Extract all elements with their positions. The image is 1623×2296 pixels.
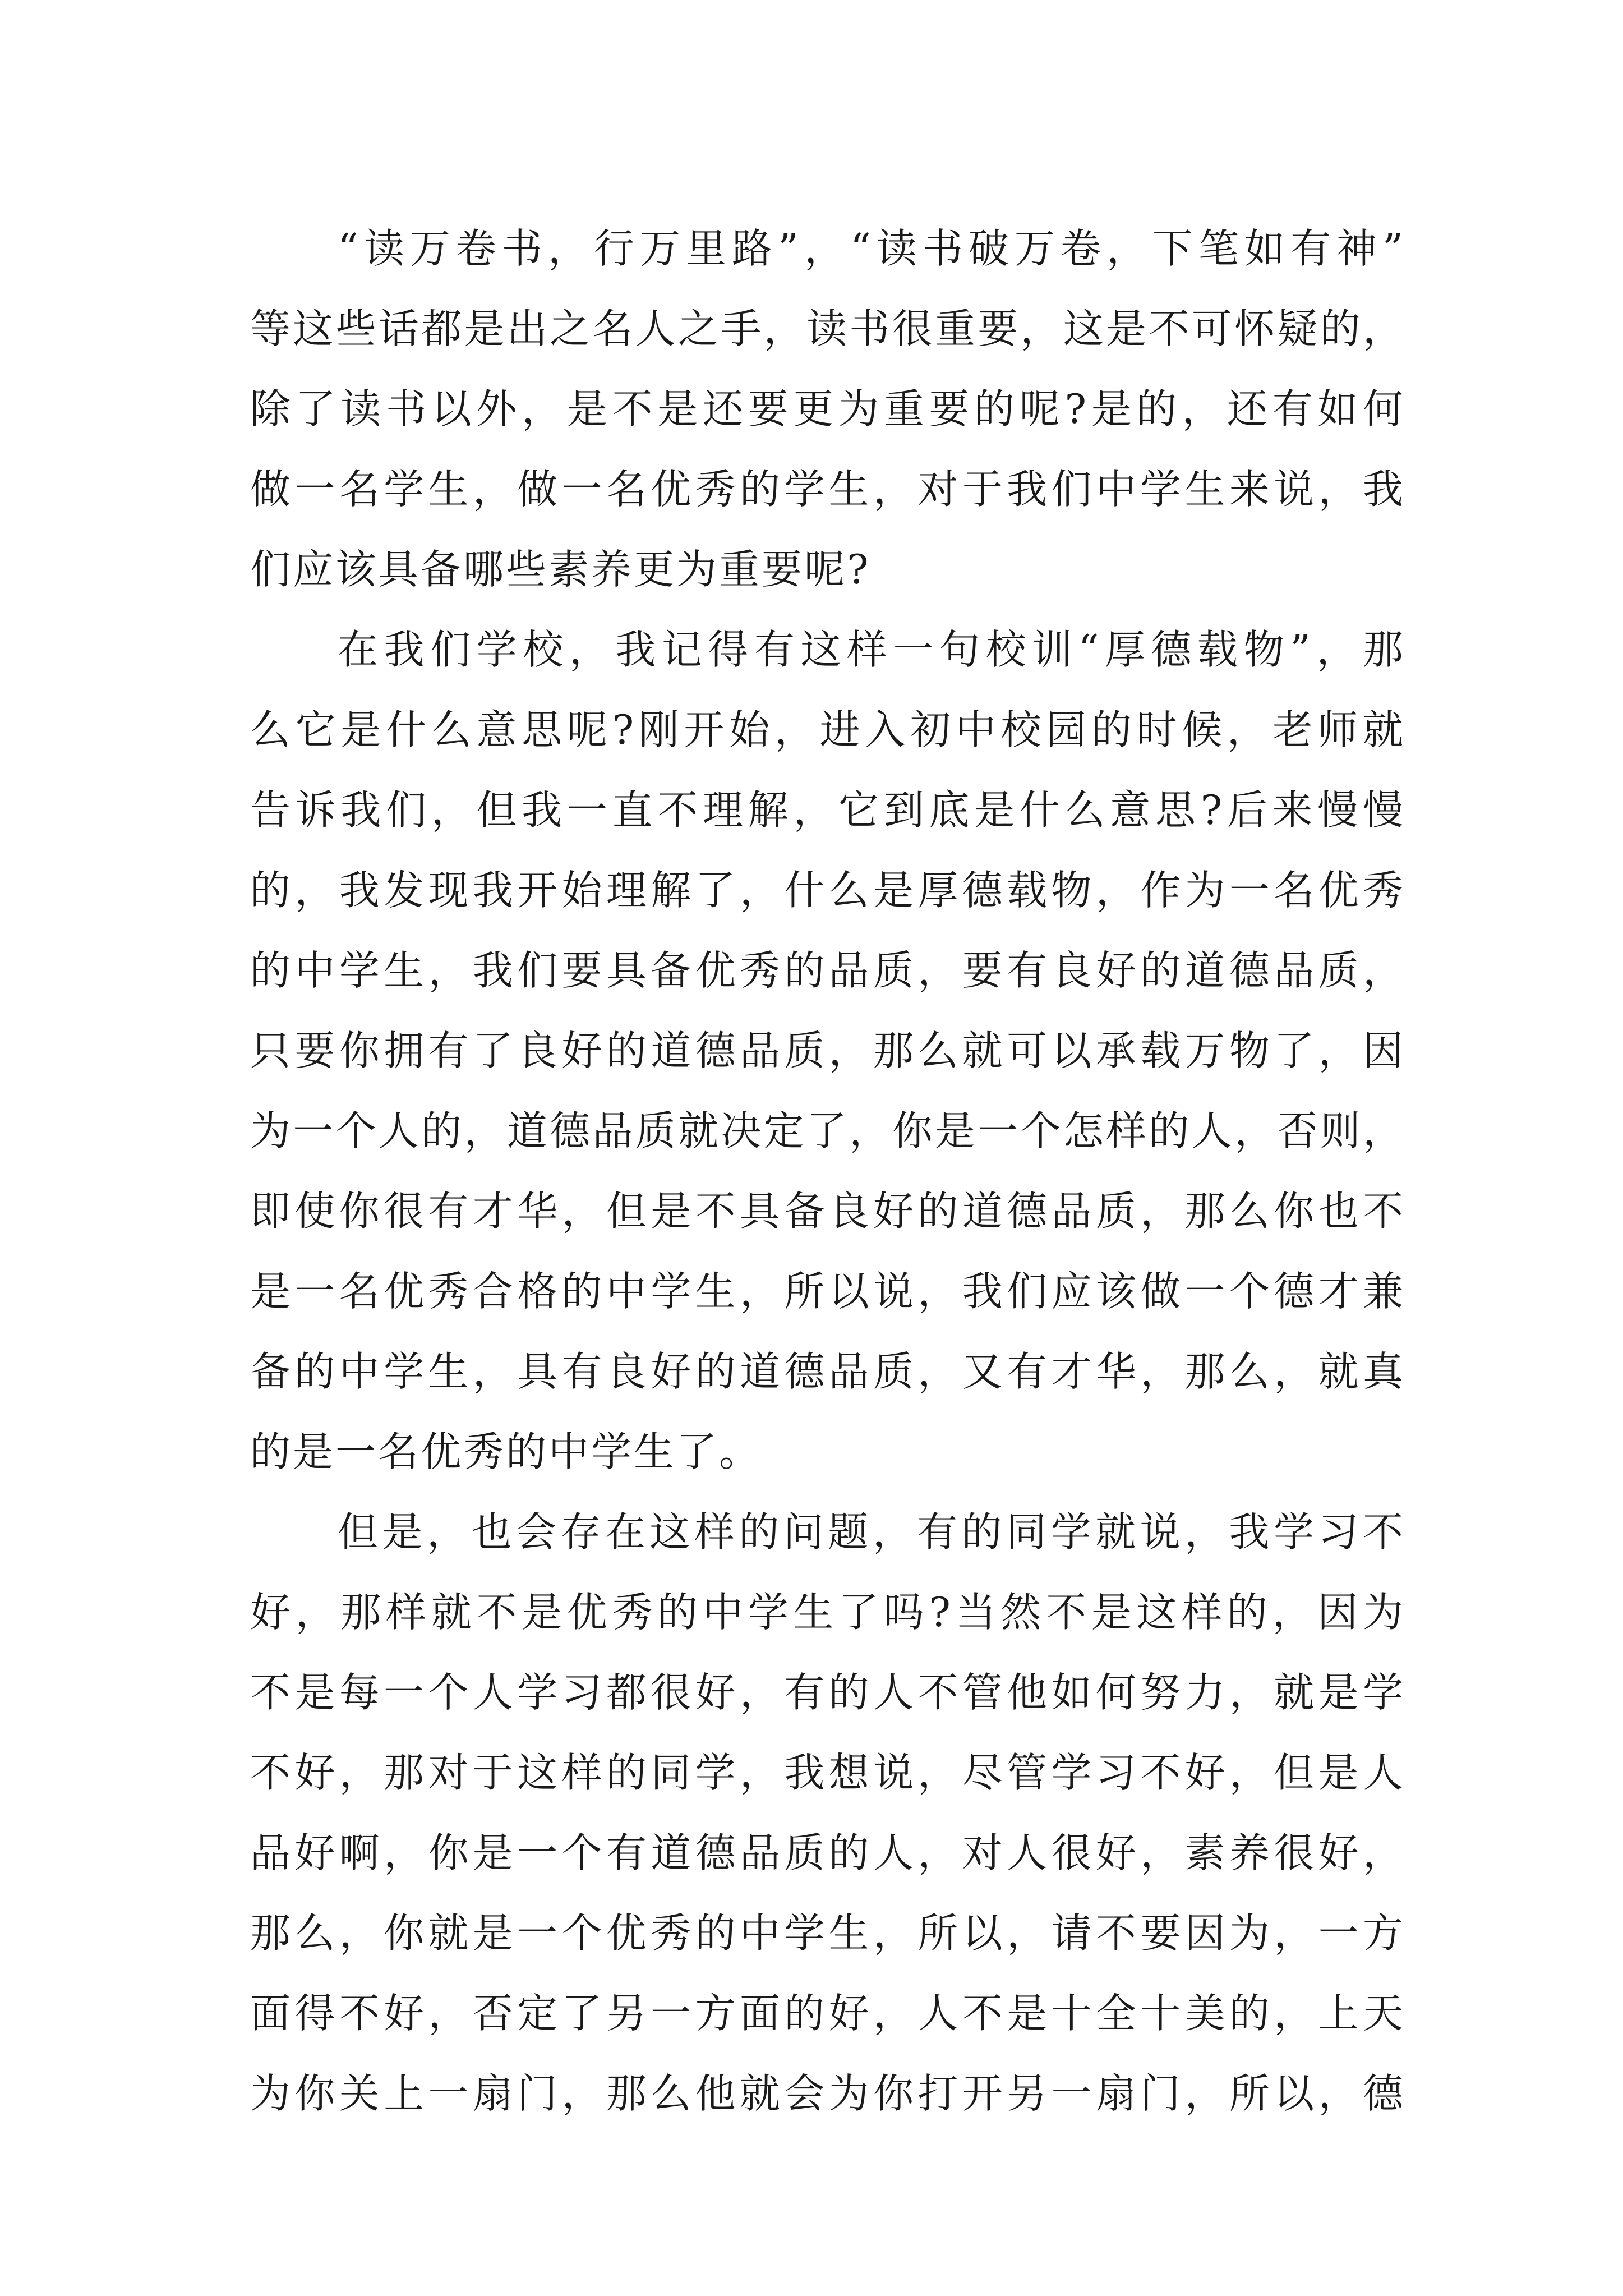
text-line: 在我们学校，我记得有这样一句校训“厚德载物”，那 (338, 626, 1405, 673)
paragraph-3 (250, 1492, 1405, 2134)
text-line: 那么，你就是一个优秀的中学生，所以，请不要因为，一方 (250, 1910, 1405, 1957)
text-line: 只要你拥有了良好的道德品质，那么就可以承载万物了，因 (250, 1027, 1405, 1074)
text-line: 们应该具备哪些素养更为重要呢? (250, 546, 871, 593)
text-line: 的中学生，我们要具备优秀的品质，要有良好的道德品质， (250, 947, 1405, 994)
text-line: 是一名优秀合格的中学生，所以说，我们应该做一个德才兼 (250, 1268, 1405, 1315)
text-line: 为一个人的，道德品质就决定了，你是一个怎样的人，否则， (250, 1107, 1405, 1154)
text-line: 品好啊，你是一个有道德品质的人，对人很好，素养很好， (250, 1829, 1405, 1876)
text-line: 为你关上一扇门，那么他就会为你打开另一扇门，所以，德 (250, 2070, 1405, 2117)
text-line: 即使你很有才华，但是不具备良好的道德品质，那么你也不 (250, 1188, 1405, 1235)
text-line: 除了读书以外，是不是还要更为重要的呢?是的，还有如何 (250, 385, 1405, 432)
text-line: 告诉我们，但我一直不理解，它到底是什么意思?后来慢慢 (250, 786, 1405, 834)
text-line: 不好，那对于这样的同学，我想说，尽管学习不好，但是人 (250, 1749, 1405, 1796)
text-line: 好，那样就不是优秀的中学生了吗?当然不是这样的，因为 (250, 1589, 1405, 1636)
text-line: 么它是什么意思呢?刚开始，进入初中校园的时候，老师就 (250, 706, 1405, 753)
text-line: 备的中学生，具有良好的道德品质，又有才华，那么，就真 (250, 1348, 1405, 1395)
document-body (250, 209, 1405, 2134)
text-line: 等这些话都是出之名人之手，读书很重要，这是不可怀疑的， (250, 305, 1405, 352)
text-line: 的，我发现我开始理解了，什么是厚德载物，作为一名优秀 (250, 867, 1405, 914)
text-line: 做一名学生，做一名优秀的学生，对于我们中学生来说，我 (250, 466, 1405, 513)
text-line: 不是每一个人学习都很好，有的人不管他如何努力，就是学 (250, 1669, 1405, 1716)
text-line: 的是一名优秀的中学生了。 (250, 1428, 762, 1475)
text-line: 面得不好，否定了另一方面的好，人不是十全十美的，上天 (250, 1990, 1405, 2037)
text-line: 但是，也会存在这样的问题，有的同学就说，我学习不 (338, 1508, 1405, 1556)
paragraph-1 (250, 209, 1405, 610)
text-line: “读万卷书，行万里路”，“读书破万卷，下笔如有神” (338, 225, 1405, 272)
paragraph-2 (250, 610, 1405, 1492)
